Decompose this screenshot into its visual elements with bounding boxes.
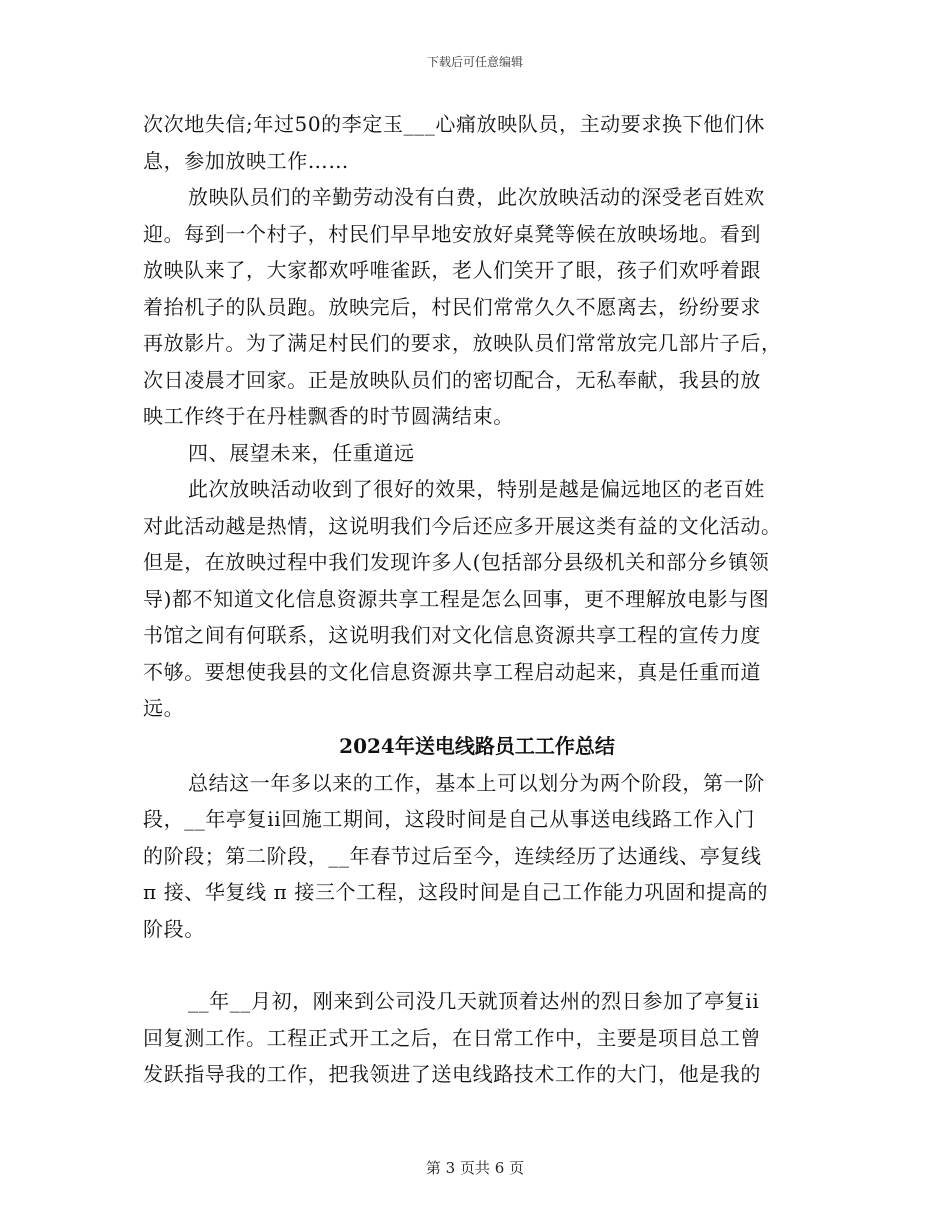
document-title: 2024年送电线路员工工作总结 xyxy=(339,733,615,758)
text-line: __年__月初，刚来到公司没几天就顶着达州的烈日参加了亭复ii xyxy=(188,989,760,1013)
text-line: 次次地失信;年过50的李定玉___心痛放映队员，主动要求换下他们休 xyxy=(143,112,765,136)
text-line: 放映队员们的辛勤劳动没有白费，此次放映活动的深受老百姓欢 xyxy=(188,185,765,209)
text-line: 的阶段；第二阶段，__年春节过后至今，连续经历了达通线、亭复线 xyxy=(143,843,762,868)
paragraph-summary-stages xyxy=(143,765,811,948)
section-heading: 四、展望未来，任重道远 xyxy=(188,440,415,465)
paragraph-continued xyxy=(143,106,811,179)
text-line: 迎。每到一个村子，村民们早早地安放好桌凳等候在放映场地。看到 xyxy=(143,221,761,246)
text-line: 阶段。 xyxy=(143,916,205,941)
text-line: 次日凌晨才回家。正是放映队员们的密切配合，无私奉献，我县的放 xyxy=(143,367,761,392)
text-line: 对此活动越是热情，这说明我们今后还应多开展这类有益的文化活动。 xyxy=(143,513,782,538)
page-header: 下载后可任意编辑 xyxy=(426,55,523,69)
paragraph-spacer xyxy=(143,947,811,983)
paragraph-screening-reception xyxy=(143,179,811,435)
paragraph-outlook xyxy=(143,471,811,727)
text-line: 回复测工作。工程正式开工之后，在日常工作中，主要是项目总工曾 xyxy=(143,1025,761,1050)
text-line: 映工作终于在丹桂飘香的时节圆满结束。 xyxy=(143,404,514,428)
text-line: 不够。要想使我县的文化信息资源共享工程启动起来，真是任重而道 xyxy=(143,659,761,684)
text-line: 此次放映活动收到了很好的效果，特别是越是偏远地区的老百姓 xyxy=(188,477,765,501)
text-line: 段，__年亭复ii回施工期间，这段时间是自己从事送电线路工作入门 xyxy=(143,807,755,831)
text-line: 但是，在放映过程中我们发现许多人(包括部分县级机关和部分乡镇领 xyxy=(143,550,770,574)
text-line: 总结这一年多以来的工作，基本上可以划分为两个阶段，第一阶 xyxy=(188,770,765,795)
page-footer: 第 3 页共 6 页 xyxy=(425,1159,525,1177)
text-line: 导)都不知道文化信息资源共享工程是怎么回事，更不理解放电影与图 xyxy=(143,586,770,611)
text-line: π 接、华复线 π 接三个工程，这段时间是自己工作能力巩固和提高的 xyxy=(143,880,769,904)
paragraph-first-work xyxy=(143,983,811,1093)
text-line: 发跃指导我的工作，把我领进了送电线路技术工作的大门，他是我的 xyxy=(143,1062,761,1086)
text-line: 书馆之间有何联系，这说明我们对文化信息资源共享工程的宣传力度 xyxy=(143,623,761,647)
text-line: 着抬机子的队员跑。放映完后，村民们常常久久不愿离去，纷纷要求 xyxy=(143,294,761,319)
text-line: 再放影片。为了满足村民们的要求，放映队员们常常放完几部片子后， xyxy=(143,331,782,355)
text-line: 放映队来了，大家都欢呼唯雀跃，老人们笑开了眼，孩子们欢呼着跟 xyxy=(143,258,761,282)
text-line: 息，参加放映工作…… xyxy=(143,148,349,173)
text-line: 远。 xyxy=(143,696,185,720)
document-body xyxy=(143,106,811,1093)
